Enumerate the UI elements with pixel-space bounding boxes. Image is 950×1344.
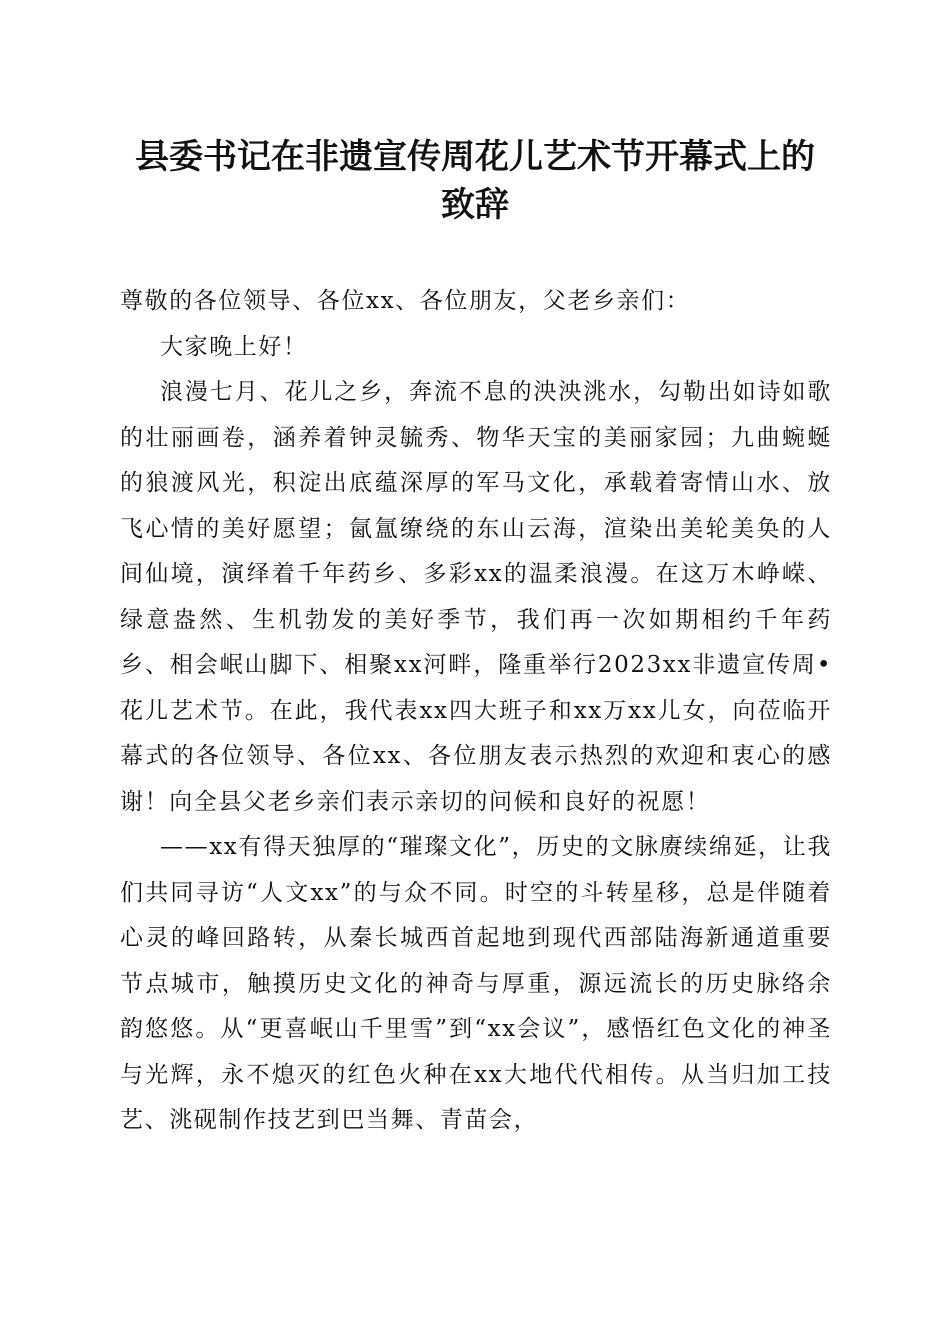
title-line-2: 致辞 bbox=[441, 185, 509, 225]
paragraph-2: ——xx有得天独厚的“璀璨文化”，历史的文脉赓续绵延，让我们共同寻访“人文xx”的与众不同。时空的斗转星移，总是伴随着心灵的峰回路转，从秦长城西首起地到现代西部陆海新通道重要节点城市，触摸历史文化的神奇与厚重，源远流长的历史脉络余韵悠悠。从“更喜岷山千里雪”到“xx会议”，感悟红色文化的神圣与光辉，永不熄灭的红色火种在xx大地代代相传。从当归加工技艺、洮砚制作技艺到巴当舞、青苗会， bbox=[120, 834, 832, 1133]
document-title bbox=[100, 133, 850, 229]
document-body bbox=[120, 279, 832, 1144]
greeting: 大家晚上好！ bbox=[160, 333, 308, 360]
title-line-1: 县委书记在非遗宣传周花儿艺术节开幕式上的 bbox=[135, 137, 815, 177]
salutation: 尊敬的各位领导、各位xx、各位朋友，父老乡亲们： bbox=[120, 288, 691, 314]
paragraph-1: 浪漫七月、花儿之乡，奔流不息的泱泱洮水，勾勒出如诗如歌的壮丽画卷，涵养着钟灵毓秀、物华天宝的美丽家园；九曲蜿蜒的狼渡风光，积淀出底蕴深厚的军马文化，承载着寄情山水、放飞心情的美好愿望；氤氲缭绕的东山云海，渲染出美轮美奂的人间仙境，演绎着千年药乡、多彩xx的温柔浪漫。在这万木峥嵘、绿意盎然、生机勃发的美好季节，我们再一次如期相约千年药乡、相会岷山脚下、相聚xx河畔，隆重举行2023xx非遗宣传周•花儿艺术节。在此，我代表xx四大班子和xx万xx儿女，向莅临开幕式的各位领导、各位xx、各位朋友表示热烈的欢迎和衷心的感谢！向全县父老乡亲们表示亲切的问候和良好的祝愿！ bbox=[120, 379, 832, 815]
